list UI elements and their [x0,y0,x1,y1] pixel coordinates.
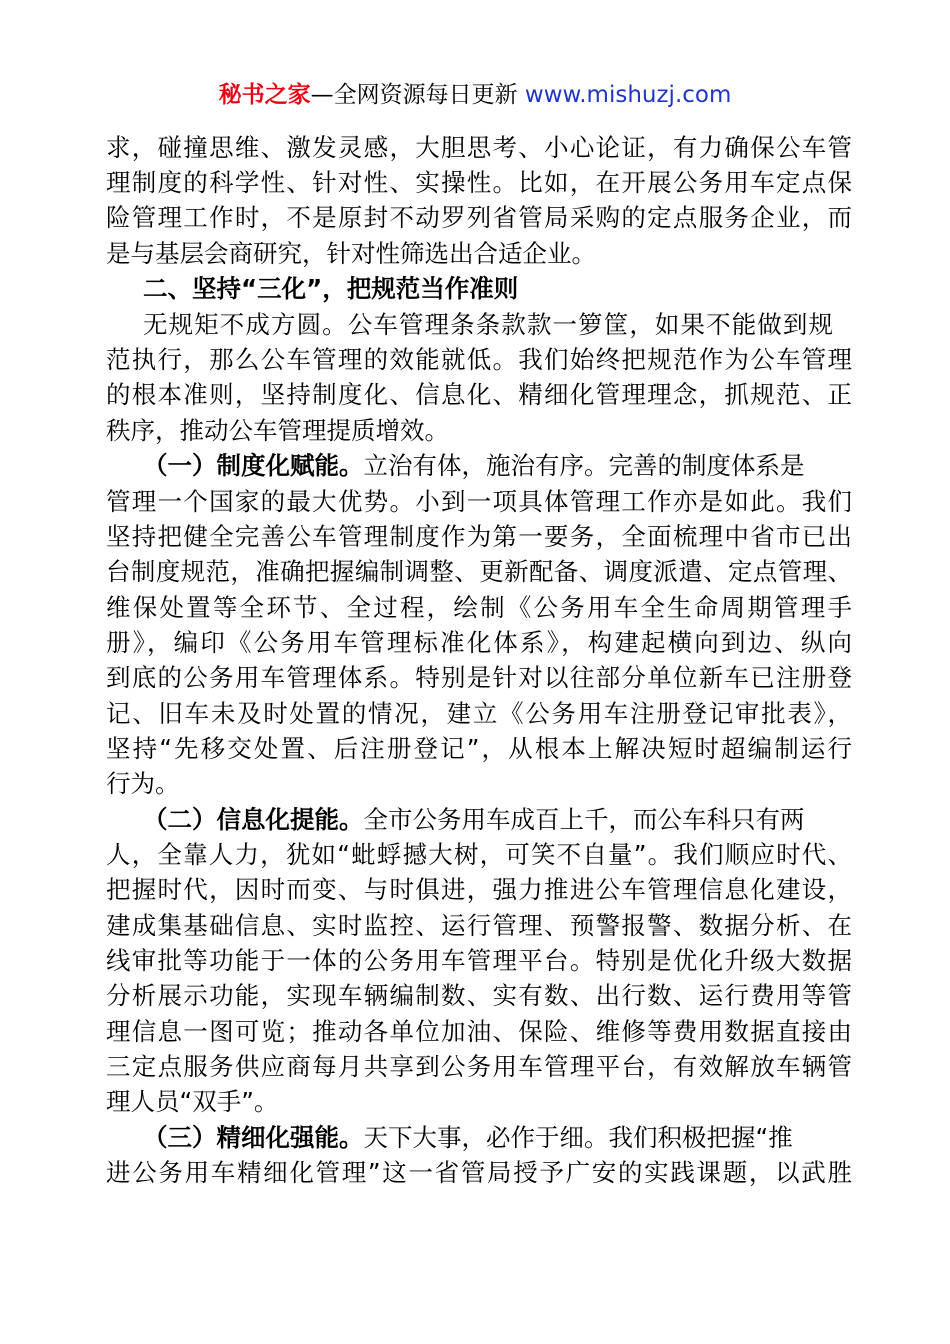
text-line: 理制度的科学性、针对性、实操性。比如，在开展公务用车定点保 [106,168,852,197]
text-line: 线审批等功能于一体的公务用车管理平台。特别是优化升级大数据 [106,946,852,975]
text-line: 三定点服务供应商每月共享到公务用车管理平台，有效解放车辆管 [106,1052,852,1081]
text-line: 是与基层会商研究，针对性筛选出合适企业。 [106,239,596,268]
text-line: 秩序，推动公车管理提质增效。 [106,416,449,445]
text-line: 坚持把健全完善公车管理制度作为第一要务，全面梳理中省市已出 [106,522,852,551]
text-line: 维保处置等全环节、全过程，绘制《公务用车全生命周期管理手 [106,593,852,622]
text-line: 无规矩不成方圆。公车管理条条款款一箩筐，如果不能做到规 [143,310,833,339]
text-line: 坚持“先移交处置、后注册登记”，从根本上解决短时超编制运行 [106,734,852,763]
site-tagline: —全网资源每日更新 [310,82,518,108]
text-line: 理人员“双手”。 [106,1087,279,1116]
text-line: 把握时代，因时而变、与时俱进，强力推进公车管理信息化建设， [106,875,852,904]
subsection-heading: （一）制度化赋能。 [143,451,364,480]
site-brand: 秘书之家 [218,82,311,108]
subsection-heading: （二）信息化提能。 [143,805,364,834]
text-line: 范执行，那么公车管理的效能就低。我们始终把规范作为公车管理 [106,345,852,374]
subsection-heading: （三）精细化强能。 [143,1123,364,1152]
text-line: 进公务用车精细化管理”这一省管局授予广安的实践课题，以武胜 [106,1158,852,1187]
text-run: 全市公务用车成百上千，而公车科只有两 [363,805,805,834]
text-line: 分析展示功能，实现车辆编制数、实有数、出行数、运行费用等管 [106,981,852,1010]
text-line [143,803,852,837]
text-run: 天下大事，必作于细。我们积极把握“推 [363,1123,793,1152]
site-header [0,78,950,112]
text-run: 立治有体，施治有序。完善的制度体系是 [363,451,805,480]
text-line: 册》，编印《公务用车管理标准化体系》，构建起横向到边、纵向 [106,628,852,657]
text-line: 管理一个国家的最大优势。小到一项具体管理工作亦是如此。我们 [106,487,852,516]
text-line: 台制度规范，准确把握编制调整、更新配备、调度派遣、定点管理、 [106,557,852,586]
text-line: 理信息一图可览；推动各单位加油、保险、维修等费用数据直接由 [106,1017,852,1046]
text-line: 求，碰撞思维、激发灵感，大胆思考、小心论证，有力确保公车管 [106,133,852,162]
text-line: 人，全靠人力，犹如“蚍蜉撼大树，可笑不自量”。我们顺应时代、 [106,840,852,869]
text-line: 建成集基础信息、实时监控、运行管理、预警报警、数据分析、在 [106,911,852,940]
text-line: 险管理工作时，不是原封不动罗列省管局采购的定点服务企业，而 [106,203,852,232]
section-heading: 二、坚持“三化”，把规范当作准则 [143,274,519,303]
text-line [143,449,852,483]
text-line [143,1121,852,1155]
text-line: 的根本准则，坚持制度化、信息化、精细化管理理念，抓规范、正 [106,380,852,409]
site-url-link[interactable]: www.mishuzj.com [524,82,732,108]
text-line: 行为。 [106,769,180,798]
text-line: 到底的公务用车管理体系。特别是针对以往部分单位新车已注册登 [106,663,852,692]
text-line: 记、旧车未及时处置的情况，建立《公务用车注册登记审批表》， [106,699,852,728]
